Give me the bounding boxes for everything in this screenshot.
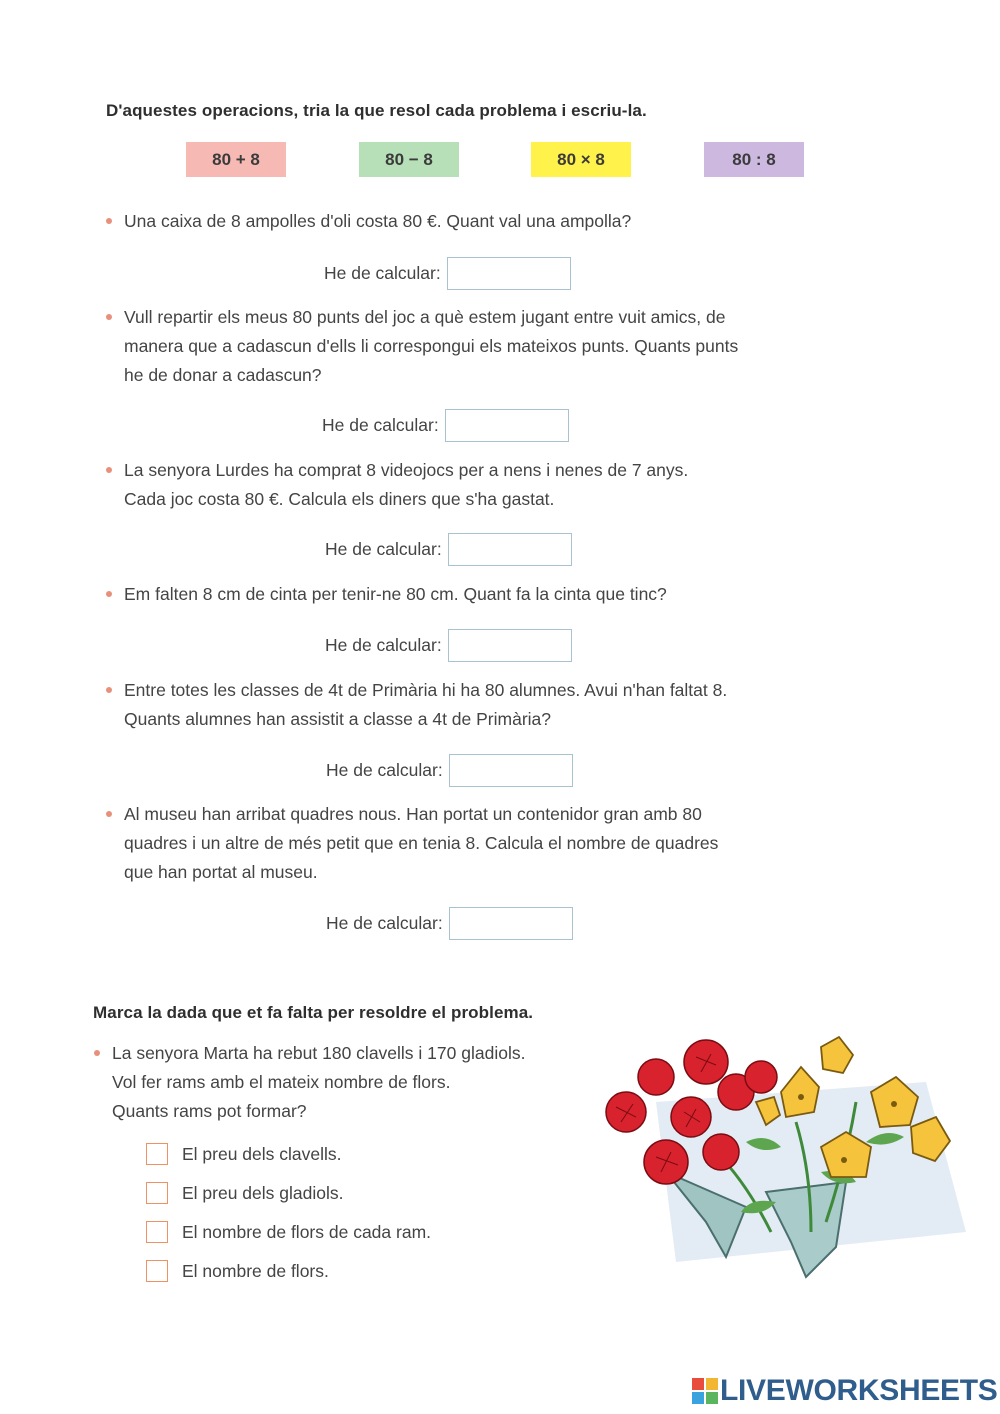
answer-input-3[interactable] xyxy=(448,533,572,566)
problem-text-line: Em falten 8 cm de cinta per tenir-ne 80 cm. Quant fa la cinta que tinc? xyxy=(124,584,667,604)
calc-label: He de calcular: xyxy=(326,759,443,780)
flower-bouquet-illustration xyxy=(596,1032,980,1282)
option-checkbox-2[interactable] xyxy=(146,1182,168,1204)
calc-row-3 xyxy=(325,531,572,567)
answer-input-5[interactable] xyxy=(449,754,573,787)
bullet-icon xyxy=(106,467,112,473)
calc-row-2 xyxy=(322,407,569,443)
answer-input-4[interactable] xyxy=(448,629,572,662)
bullet-icon xyxy=(106,687,112,693)
bullet-icon xyxy=(106,218,112,224)
problem-text-line: Vull repartir els meus 80 punts del joc a què estem jugant entre vuit amics, de xyxy=(124,307,726,327)
calc-row-4 xyxy=(325,627,572,663)
operation-chip-subtract: 80 − 8 xyxy=(359,142,459,177)
calc-label: He de calcular: xyxy=(326,912,443,933)
section1-heading: D'aquestes operacions, tria la que resol cada problema i escriu-la. xyxy=(106,101,647,120)
liveworksheets-logo xyxy=(692,1374,998,1408)
bullet-icon xyxy=(106,314,112,320)
option-label: El preu dels clavells. xyxy=(182,1143,342,1164)
answer-input-2[interactable] xyxy=(445,409,569,442)
problem-text-line: Una caixa de 8 ampolles d'oli costa 80 €. Quant val una ampolla? xyxy=(124,211,632,231)
calc-row-5 xyxy=(326,752,573,788)
option-checkbox-3[interactable] xyxy=(146,1221,168,1243)
bullet-icon xyxy=(94,1050,100,1056)
calc-label: He de calcular: xyxy=(325,634,442,655)
problem-text-line: quadres i un altre de més petit que en tenia 8. Calcula el nombre de quadres xyxy=(124,833,719,853)
option-row-3[interactable] xyxy=(146,1219,431,1245)
problem-2 xyxy=(106,303,806,390)
option-row-4[interactable] xyxy=(146,1258,329,1284)
bullet-icon xyxy=(106,811,112,817)
option-checkbox-1[interactable] xyxy=(146,1143,168,1165)
option-label: El preu dels gladiols. xyxy=(182,1182,344,1203)
bullet-icon xyxy=(106,591,112,597)
problem-text-line: Al museu han arribat quadres nous. Han portat un contenidor gran amb 80 xyxy=(124,804,702,824)
operation-chip-add: 80 + 8 xyxy=(186,142,286,177)
operation-chip-divide: 80 : 8 xyxy=(704,142,804,177)
calc-label: He de calcular: xyxy=(322,414,439,435)
liveworksheets-logo-icon xyxy=(692,1378,718,1404)
problem-text-line: manera que a cadascun d'ells li correspongui els mateixos punts. Quants punts xyxy=(124,336,739,356)
problem-text-line: La senyora Lurdes ha comprat 8 videojocs per a nens i nenes de 7 anys. xyxy=(124,460,689,480)
problem-flowers xyxy=(94,1039,584,1126)
option-label: El nombre de flors. xyxy=(182,1260,329,1281)
problem-text-line: Vol fer rams amb el mateix nombre de flors. xyxy=(112,1072,451,1092)
calc-label: He de calcular: xyxy=(324,262,441,283)
problem-text-line: Entre totes les classes de 4t de Primària hi ha 80 alumnes. Avui n'han faltat 8. xyxy=(124,680,728,700)
problem-5 xyxy=(106,676,806,734)
answer-input-6[interactable] xyxy=(449,907,573,940)
problem-text-line: he de donar a cadascun? xyxy=(124,365,322,385)
problem-text-line: La senyora Marta ha rebut 180 clavells i 170 gladiols. xyxy=(112,1043,526,1063)
answer-input-1[interactable] xyxy=(447,257,571,290)
problem-1 xyxy=(106,207,806,236)
option-label: El nombre de flors de cada ram. xyxy=(182,1221,432,1242)
liveworksheets-logo-text: LIVEWORKSHEETS xyxy=(720,1374,998,1407)
option-row-1[interactable] xyxy=(146,1141,342,1167)
problem-text-line: Cada joc costa 80 €. Calcula els diners que s'ha gastat. xyxy=(124,489,555,509)
problem-6 xyxy=(106,800,806,887)
operation-chip-multiply: 80 × 8 xyxy=(531,142,631,177)
problem-4 xyxy=(106,580,806,609)
problem-3 xyxy=(106,456,806,514)
calc-row-6 xyxy=(326,905,573,941)
problem-text-line: que han portat al museu. xyxy=(124,862,318,882)
calc-row-1 xyxy=(324,255,571,291)
calc-label: He de calcular: xyxy=(325,538,442,559)
problem-text-line: Quants alumnes han assistit a classe a 4t de Primària? xyxy=(124,709,552,729)
option-checkbox-4[interactable] xyxy=(146,1260,168,1282)
option-row-2[interactable] xyxy=(146,1180,343,1206)
section2-heading: Marca la dada que et fa falta per resoldre el problema. xyxy=(93,1003,534,1022)
problem-text-line: Quants rams pot formar? xyxy=(112,1101,307,1121)
